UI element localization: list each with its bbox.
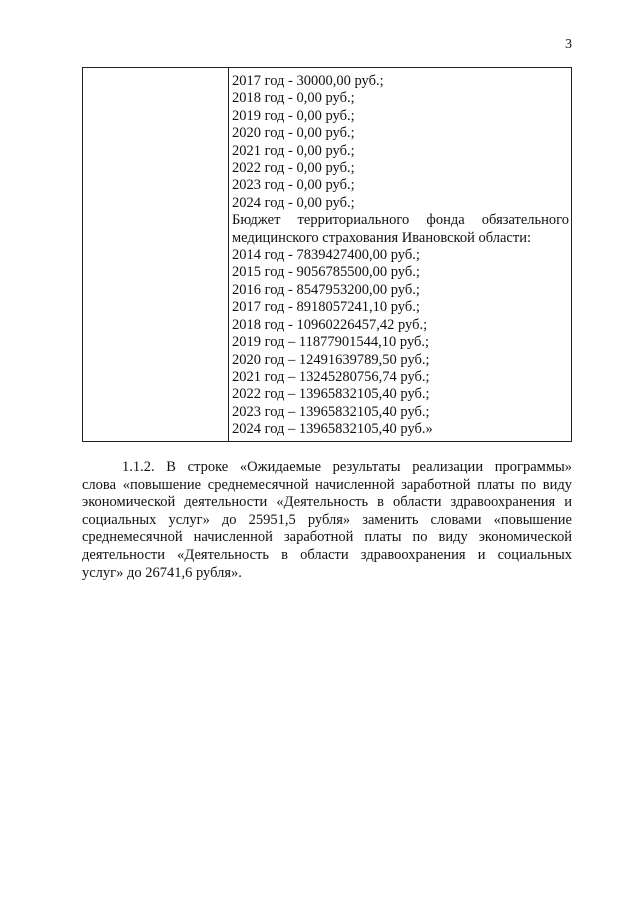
- budget-line: 2020 год – 12491639789,50 руб.;: [232, 351, 430, 368]
- budget-line: 2023 год - 0,00 руб.;: [232, 177, 355, 194]
- fund-heading-line: медицинского страхования Ивановской области:: [232, 229, 531, 246]
- budget-line: 2017 год - 30000,00 руб.;: [232, 73, 384, 89]
- paragraph-line: деятельности «Деятельность в области здравоохранения и социальных: [82, 546, 572, 563]
- budget-line: 2023 год – 13965832105,40 руб.;: [232, 403, 430, 420]
- budget-line: 2024 год - 0,00 руб.;: [232, 194, 355, 211]
- budget-line: 2019 год – 11877901544,10 руб.;: [232, 334, 430, 351]
- budget-line: 2014 год - 7839427400,00 руб.;: [232, 247, 420, 264]
- paragraph-line: среднемесячной начисленной заработной платы по виду экономической: [82, 529, 572, 546]
- budget-line: 2021 год – 13245280756,74 руб.;: [232, 368, 430, 385]
- budget-line: 2015 год - 9056785500,00 руб.;: [232, 264, 420, 281]
- paragraph-line: 1.1.2. В строке «Ожидаемые результаты реализации программы»: [122, 459, 572, 475]
- table-right-cell: [229, 68, 571, 441]
- budget-line: 2022 год – 13965832105,40 руб.;: [232, 386, 430, 403]
- budget-line: 2017 год - 8918057241,10 руб.;: [232, 299, 420, 316]
- paragraph-line: слова «повышение среднемесячной начисленной заработной платы по виду: [82, 476, 572, 493]
- paragraph-line: услуг» до 26741,6 рубля».: [82, 564, 242, 581]
- budget-line: 2018 год - 0,00 руб.;: [232, 90, 355, 107]
- paragraph-line: экономической деятельности «Деятельность в области здравоохранения и: [82, 494, 572, 511]
- paragraph-line: социальных услуг» до 25951,5 рубля» заменить словами «повышение: [82, 511, 572, 528]
- budget-line: 2024 год – 13965832105,40 руб.»: [232, 421, 433, 438]
- fund-heading-line: Бюджет территориального фонда обязательного: [232, 212, 569, 229]
- budget-line: 2022 год - 0,00 руб.;: [232, 160, 355, 177]
- page-number: 3: [565, 37, 572, 52]
- table-left-cell: [83, 68, 229, 441]
- budget-line: 2018 год - 10960226457,42 руб.;: [232, 316, 428, 333]
- budget-table: [82, 67, 572, 442]
- budget-line: 2019 год - 0,00 руб.;: [232, 107, 355, 124]
- budget-line: 2021 год - 0,00 руб.;: [232, 142, 355, 159]
- amendment-paragraph: [82, 459, 572, 582]
- budget-line: 2020 год - 0,00 руб.;: [232, 125, 355, 142]
- budget-line: 2016 год - 8547953200,00 руб.;: [232, 281, 420, 298]
